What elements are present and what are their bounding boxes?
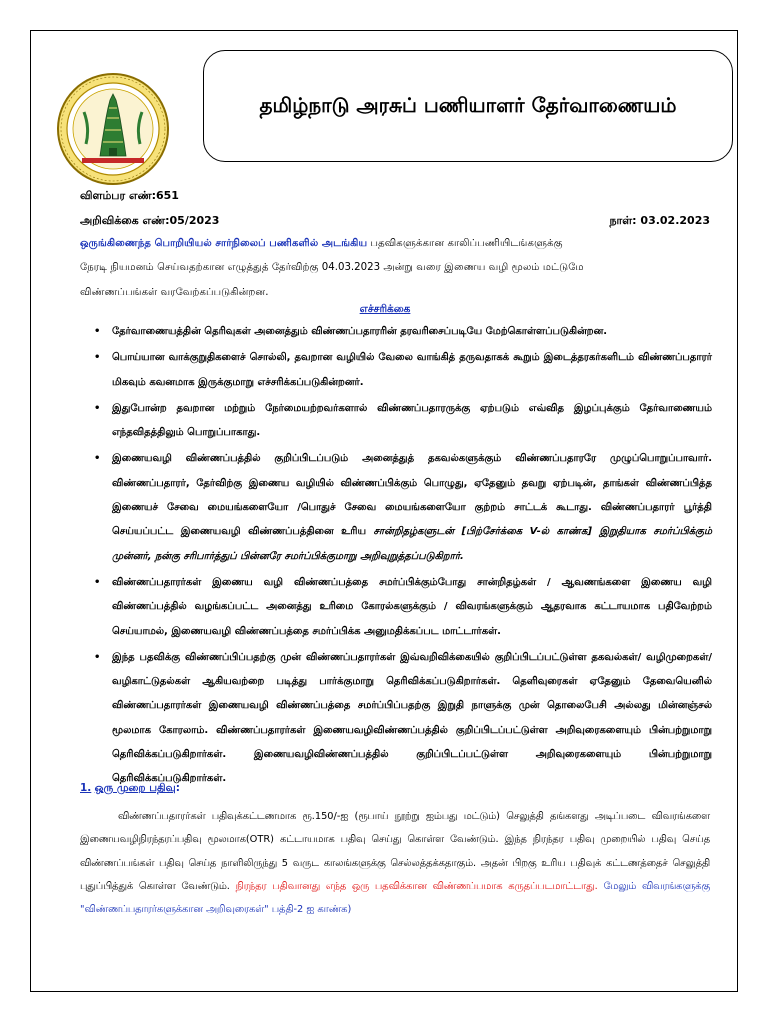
intro-line2: நேரடி நியமனம் செய்வதற்கான எழுத்துத் தேர்விற்கு 04.03.2023 அன்று வரை இணைய வழி மூலம் மட்டுமே: [80, 262, 584, 274]
intro-line3: விண்ணப்பங்கள் வரவேற்கப்படுகின்றன.: [80, 286, 269, 298]
page-title: தமிழ்நாடு அரசுப் பணியாளர் தேர்வாணையம்: [259, 92, 677, 117]
warning-item: • விண்ணப்பதாரர்கள் இணைய வழி விண்ணப்பத்தை சமர்ப்பிக்கும்போது சான்றிதழ்கள் / ஆவணங்களை இணைய வழி விண்ணப்பத்தில் வழங்கப்பட்ட அனைத்து உரிமை கோரல்களுக்கும் / விவரங்களுக்கும் ஆதரவாக கட்டாயமாக பதிவேற்றம் செய்யாமல், இணையவழி விண்ணப்பத்தை சமர்ப்பிக்க அனுமதிக்கப்பட மாட்டார்கள்.: [82, 571, 712, 644]
warning-list: [82, 320, 712, 792]
tamil-nadu-emblem-icon: [56, 72, 170, 186]
section-1-heading: [80, 782, 180, 795]
title-box: [203, 50, 733, 162]
warning-item: • பொய்யான வாக்குறுதிகளைச் சொல்லி, தவறான வழியில் வேலை வாங்கித் தருவதாகக் கூறும் இடைத்தரகர்களிடம் விண்ணப்பதாரர் மிகவும் கவனமாக இருக்குமாறு எச்சரிக்கப்படுகின்றனர்.: [82, 346, 712, 395]
section-1-red-note: நிரந்தர பதிவானது எந்த ஒரு பதவிக்கான விண்ணப்பமாக கருதப்படமாட்டாது.: [229, 880, 598, 892]
intro-line1: பதவிகளுக்கான காலிப்பணியிடங்களுக்கு: [367, 238, 563, 249]
warning-heading: எச்சரிக்கை: [359, 303, 411, 315]
section-1-title: ஒரு முறை பதிவு: [94, 782, 176, 794]
notification-number: அறிவிக்கை எண்:05/2023: [80, 214, 220, 227]
section-1-colon: :: [175, 782, 180, 794]
warning-item: • தேர்வாணையத்தின் தெரிவுகள் அனைத்தும் விண்ணப்பதாரரின் தரவரிசைப்படியே மேற்கொள்ளப்படுகின்றன.: [82, 320, 712, 344]
warning-item: • இதுபோன்ற தவறான மற்றும் நேர்மையற்றவர்களால் விண்ணப்பதாரருக்கு ஏற்படும் எவ்வித இழப்புக்கும் தேர்வாணையம் எந்தவிதத்திலும் பொறுப்பாகாது.: [82, 397, 712, 446]
section-1-text: விண்ணப்பதாரர்கள் பதிவுக்கட்டணமாக ரூ.150/-ஐ (ரூபாய் நூற்று ஐம்பது மட்டும்) செலுத்தி தங்களது அடிப்படை விவரங்களை இணையவழிநிரந்தரப்பதிவு மூலமாக(OTR) கட்டாயமாக பதிவு செய்து கொள்ள வேண்டும். இந்த நிரந்தர பதிவு முறையில் பதிவு செய்த விண்ணப்பங்கள் பதிவு செய்த நாளிலிருந்து 5 வருட காலங்களுக்கு செல்லத்தக்கதாகும். அதன் பிறகு உரிய பதிவுக் கட்டணத்தைச் செலுத்தி புதுப்பித்துக் கொள்ள வேண்டும்.: [80, 811, 710, 892]
advertisement-number: விளம்பர எண்:651: [80, 189, 179, 202]
warning-item-italic: சான்றிதழ்களுடன் [பிற்சேர்க்கை V-ல் காண்க] இறுதியாக சமர்ப்பிக்கும் முன்னர், நன்கு சரிபார்த்துப் பின்னரே சமர்ப்பிக்குமாறு அறிவுறுத்தப்படுகிறார்.: [112, 526, 712, 562]
warning-item: • இந்த பதவிக்கு விண்ணப்பிப்பதற்கு முன் விண்ணப்பதாரர்கள் இவ்வறிவிக்கையில் குறிப்பிடப்பட்டுள்ள தகவல்கள்/ வழிமுறைகள்/ வழிகாட்டுதல்கள் ஆகியவற்றை படித்து பார்க்குமாறு தெரிவிக்கப்படுகிறார்கள். தெளிவுரைகள் ஏதேனும் தேவையெனில் விண்ணப்பதாரர்கள் இணையவழி விண்ணப்பத்தை சமர்ப்பிப்பதற்கு இறுதி நாளுக்கு முன் தொலைபேசி அல்லது மின்னஞ்சல் மூலமாக கோரலாம். விண்ணப்பதாரர்கள் இணையவழிவிண்ணப்பத்தில் குறிப்பிடப்பட்டுள்ள அறிவுரைகளையும் பின்பற்றுமாறு தெரிவிக்கப்படுகிறார்கள். இணையவழிவிண்ணப்பத்தில் குறிப்பிடப்பட்டுள்ள அறிவுரைகளையும் பின்பற்றுமாறு தெரிவிக்கப்படுகிறார்கள்.: [82, 646, 712, 792]
section-1-number: 1.: [80, 782, 92, 794]
intro-highlight: ஒருங்கிணைந்த பொறியியல் சார்நிலைப் பணிகளில் அடங்கிய: [80, 238, 368, 249]
warning-item: [82, 447, 712, 568]
notification-date: நாள்: 03.02.2023: [609, 214, 710, 227]
section-1-body: [80, 805, 710, 921]
warning-item-text: இணையவழி விண்ணப்பத்தில் குறிப்பிடப்படும் அனைத்துத் தகவல்களுக்கும் விண்ணப்பதாரரே முழுப்பொறுப்பாவார். விண்ணப்பதாரர், தேர்விற்கு இணைய வழியில் விண்ணப்பிக்கும் பொழுது, ஏதேனும் தவறு ஏற்படின், தாங்கள் விண்ணப்பித்த இணையச் சேவை மையங்களையோ /பொதுச் சேவை மையங்களையோ குற்றம் சாட்டக் கூடாது. விண்ணப்பதாரர் பூர்த்தி செய்யப்பட்ட இணையவழி விண்ணப்பத்தினை உரிய: [112, 453, 712, 538]
section-1-blue-note: மேலும் விவரங்களுக்கு "விண்ணப்பதாரர்களுக்கான அறிவுரைகள்" பத்தி-2 ஐ காண்க): [80, 880, 711, 916]
intro-paragraph: [80, 232, 708, 305]
